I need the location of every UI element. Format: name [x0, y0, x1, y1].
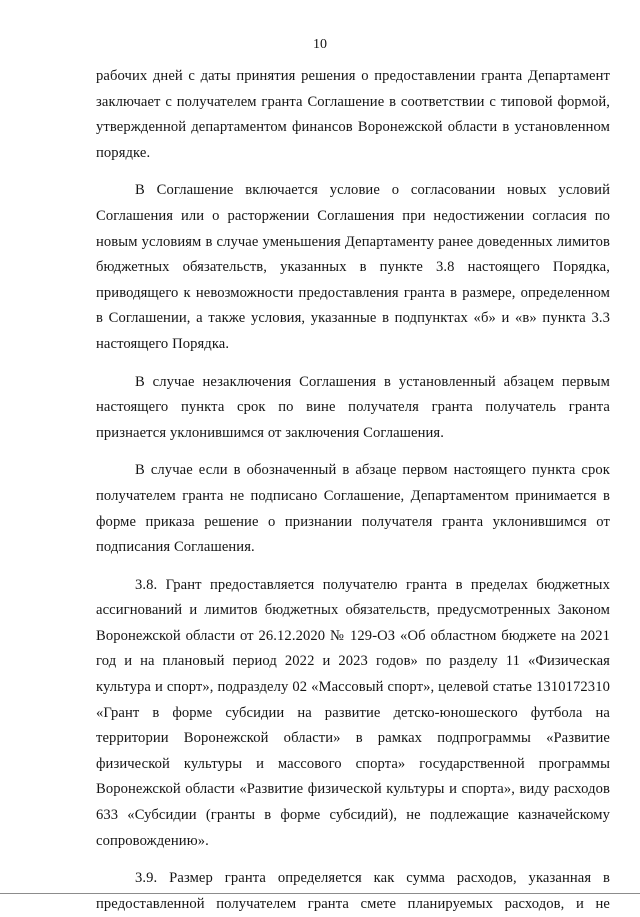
paragraph-clause-3-8: 3.8. Грант предоставляется получателю гранта в пределах бюджетных ассигнований и лимитов бюджетных обязательств, предусмотренных Законом Воронежской области от 26.12.2020 № 129-ОЗ «Об областном бюджете на 2021 год и на плановый период 2022 и 2023 годов» по разделу 11 «Физическая культура и спорт», подразделу 02 «Массовый спорт», целевой статье 1310172310 «Грант в форме субсидии на развитие детско-юношеского футбола на территории Воронежской области» в рамках подпрограммы «Развитие физической культуры и массового спорта» государственной программы Воронежской области «Развитие физической культуры и спорта», виду расходов 633 «Субсидии (гранты в форме субсидий), не подлежащие казначейскому сопровождению».: [96, 576, 610, 849]
paragraph-non-conclusion: В случае незаключения Соглашения в установленный абзацем первым настоящего пункта срок по вине получателя гранта получатель гранта признается уклонившимся от заключения Соглашения.: [96, 373, 610, 441]
document-text: [96, 64, 610, 917]
paragraph-continuation: рабочих дней с даты принятия решения о предоставлении гранта Департамент заключает с получателем гранта Соглашение в соответствии с типовой формой, утвержденной департаментом финансов Воронежской области в установленном порядке.: [96, 68, 610, 161]
page-bottom-edge: [0, 893, 640, 894]
paragraph-not-signed: В случае если в обозначенный в абзаце первом настоящего пункта срок получателем гранта не подписано Соглашение, Департаментом принимается в форме приказа решение о признании получателя гранта уклонившимся от подписания Соглашения.: [96, 462, 610, 556]
page-number: 10: [313, 37, 327, 52]
paragraph-agreement-conditions: В Соглашение включается условие о согласовании новых условий Соглашения или о расторжении Соглашения при недостижении согласия по новым условиям в случае уменьшения Департаменту ранее доведенных лимитов бюджетных обязательств, указанных в пункте 3.8 настоящего Порядка, приводящего к невозможности предоставления гранта в размере, определенном в Соглашении, а также условия, указанные в подпунктах «б» и «в» пункта 3.3 настоящего Порядка.: [96, 182, 610, 352]
paragraph-clause-3-9: 3.9. Размер гранта определяется как сумма расходов, указанная в предоставленной получателем гранта смете планируемых расходов, и не: [96, 870, 610, 912]
